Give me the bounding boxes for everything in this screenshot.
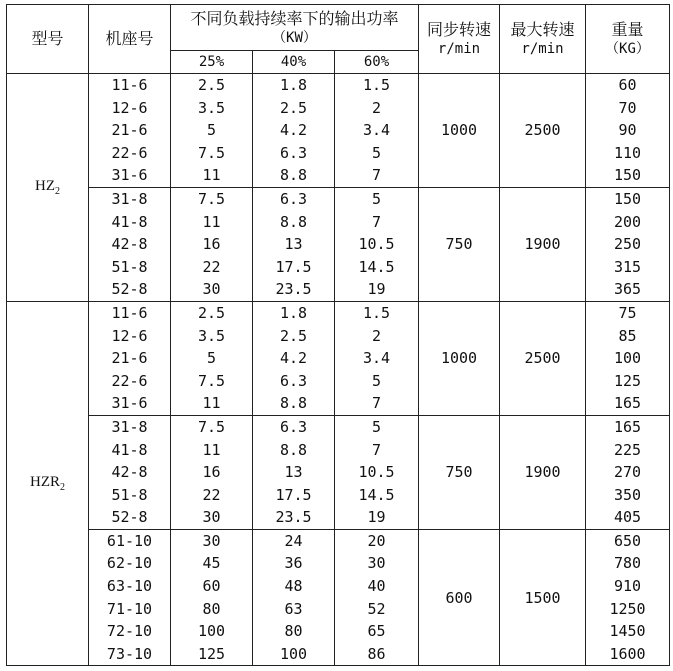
power-60-list-value: 14.5 [358, 257, 395, 276]
header-max-speed [500, 5, 586, 74]
frame-list-value: 21-6 [111, 121, 148, 140]
weight-list-value: 1250 [609, 599, 646, 618]
power-25-list [171, 187, 253, 301]
power-25-list-value: 7.5 [197, 143, 226, 162]
header-sync-speed-unit: r/min [437, 41, 481, 57]
weight-list [586, 301, 670, 415]
power-25-list-value: 100 [197, 622, 226, 641]
frame-list-value: 31-8 [111, 189, 148, 208]
power-60-list-value: 5 [371, 143, 382, 162]
sync-speed-cell: 1000 [419, 301, 500, 415]
power-40-list [253, 529, 335, 666]
power-40-list-value: 8.8 [279, 440, 308, 459]
table-row [7, 74, 670, 188]
power-60-list [335, 301, 419, 415]
motor-spec-table [6, 4, 670, 666]
power-25-list-value: 30 [202, 531, 221, 550]
power-25-list-value: 16 [202, 463, 221, 482]
power-60-list-value: 1.5 [362, 76, 391, 94]
power-25-list-value: 3.5 [197, 98, 226, 117]
weight-list-value: 90 [618, 121, 637, 140]
power-60-list-value: 2 [371, 326, 382, 345]
power-60-list-value: 3.4 [362, 121, 391, 140]
weight-list-value: 165 [613, 394, 642, 413]
power-25-list-value: 11 [202, 212, 221, 231]
header-output-power-unit: （KW） [272, 29, 317, 46]
weight-list-value: 910 [613, 577, 642, 596]
header-output-power-label: 不同负载持续率下的输出功率 [190, 8, 399, 28]
power-25-list [171, 301, 253, 415]
frame-list-value: 22-6 [111, 371, 148, 390]
power-40-list [253, 187, 335, 301]
max-speed-cell: 1500 [500, 529, 586, 666]
weight-list-value: 225 [613, 440, 642, 459]
weight-list-value: 250 [613, 235, 642, 254]
frame-list-value: 11-6 [111, 303, 148, 322]
power-40-list-value: 17.5 [275, 485, 312, 504]
power-60-list-value: 10.5 [358, 463, 395, 482]
table-row [7, 187, 670, 301]
max-speed-cell: 1900 [500, 415, 586, 529]
weight-list-value: 1450 [609, 622, 646, 641]
power-60-list-value: 5 [371, 417, 382, 436]
weight-list-value: 110 [613, 143, 642, 162]
header-output-power [171, 5, 419, 51]
header-duty-60: 60% [335, 51, 419, 74]
max-speed-cell: 2500 [500, 74, 586, 188]
power-25-list-value: 60 [202, 577, 221, 596]
power-60-list-value: 14.5 [358, 485, 395, 504]
frame-list-value: 72-10 [106, 622, 153, 641]
table-row [7, 415, 670, 529]
weight-list-value: 270 [613, 463, 642, 482]
power-40-list-value: 23.5 [275, 508, 312, 527]
weight-list-value: 150 [613, 189, 642, 208]
weight-list-value: 780 [613, 554, 642, 573]
power-40-list-value: 2.5 [279, 98, 308, 117]
power-60-list [335, 187, 419, 301]
frame-list [89, 529, 171, 666]
power-40-list-value: 8.8 [279, 166, 308, 185]
power-60-list [335, 74, 419, 188]
power-60-list-value: 20 [367, 531, 386, 550]
power-60-list-value: 7 [371, 166, 382, 185]
power-25-list-value: 5 [206, 349, 217, 368]
power-40-list-value: 1.8 [279, 76, 308, 94]
model-cell [7, 301, 89, 666]
weight-list-value: 85 [618, 326, 637, 345]
weight-list-value: 70 [618, 98, 637, 117]
header-model: 型号 [7, 5, 89, 74]
power-25-list-value: 80 [202, 599, 221, 618]
power-60-list-value: 19 [367, 280, 386, 299]
power-25-list-value: 7.5 [197, 417, 226, 436]
power-40-list-value: 23.5 [275, 280, 312, 299]
model-name: HZR [30, 474, 60, 491]
power-60-list-value: 7 [371, 440, 382, 459]
power-40-list [253, 74, 335, 188]
frame-list [89, 301, 171, 415]
power-25-list-value: 5 [206, 121, 217, 140]
power-25-list [171, 415, 253, 529]
header-sync-speed-label: 同步转速 [426, 20, 491, 39]
weight-list-value: 60 [618, 76, 637, 94]
power-25-list-value: 7.5 [197, 371, 226, 390]
power-25-list-value: 30 [202, 508, 221, 527]
power-40-list-value: 8.8 [279, 212, 308, 231]
power-25-list [171, 74, 253, 188]
header-sync-speed [419, 5, 500, 74]
weight-list-value: 350 [613, 485, 642, 504]
power-40-list-value: 63 [284, 599, 303, 618]
frame-list-value: 52-8 [111, 508, 148, 527]
table-row [7, 529, 670, 666]
frame-list-value: 41-8 [111, 212, 148, 231]
frame-list-value: 51-8 [111, 257, 148, 276]
power-40-list-value: 8.8 [279, 394, 308, 413]
power-60-list-value: 52 [367, 599, 386, 618]
frame-list-value: 41-8 [111, 440, 148, 459]
weight-list [586, 415, 670, 529]
max-speed-cell: 2500 [500, 301, 586, 415]
weight-list-value: 405 [613, 508, 642, 527]
header-max-speed-unit: r/min [521, 41, 564, 57]
weight-list-value: 650 [613, 531, 642, 550]
weight-list-value: 315 [613, 257, 642, 276]
frame-list-value: 31-6 [111, 394, 148, 413]
weight-list [586, 74, 670, 188]
header-weight [586, 5, 670, 74]
weight-list [586, 187, 670, 301]
power-40-list-value: 6.3 [279, 417, 308, 436]
frame-list-value: 31-8 [111, 417, 148, 436]
power-40-list-value: 13 [284, 463, 303, 482]
frame-list-value: 52-8 [111, 280, 148, 299]
power-40-list-value: 6.3 [279, 371, 308, 390]
power-25-list-value: 11 [202, 394, 221, 413]
table-row [7, 301, 670, 415]
power-25-list-value: 7.5 [197, 189, 226, 208]
sync-speed-cell: 750 [419, 187, 500, 301]
power-60-list-value: 19 [367, 508, 386, 527]
power-60-list-value: 65 [367, 622, 386, 641]
power-60-list-value: 5 [371, 189, 382, 208]
weight-list-value: 165 [613, 417, 642, 436]
power-40-list-value: 1.8 [279, 303, 308, 322]
weight-list-value: 150 [613, 166, 642, 185]
power-40-list-value: 4.2 [279, 349, 308, 368]
weight-list-value: 100 [613, 349, 642, 368]
frame-list-value: 42-8 [111, 235, 148, 254]
power-60-list-value: 40 [367, 577, 386, 596]
power-25-list-value: 2.5 [197, 76, 226, 94]
frame-list [89, 74, 171, 188]
power-40-list-value: 6.3 [279, 143, 308, 162]
header-weight-label: 重量 [611, 20, 644, 39]
weight-list-value: 365 [613, 280, 642, 299]
model-subscript: 2 [55, 185, 60, 197]
power-40-list-value: 6.3 [279, 189, 308, 208]
frame-list-value: 11-6 [111, 76, 148, 94]
power-40-list-value: 17.5 [275, 257, 312, 276]
power-40-list-value: 48 [284, 577, 303, 596]
frame-list [89, 187, 171, 301]
frame-list-value: 63-10 [106, 577, 153, 596]
power-60-list-value: 10.5 [358, 235, 395, 254]
power-25-list-value: 16 [202, 235, 221, 254]
power-40-list-value: 36 [284, 554, 303, 573]
power-40-list [253, 301, 335, 415]
frame-list-value: 31-6 [111, 166, 148, 185]
max-speed-cell: 1900 [500, 187, 586, 301]
frame-list-value: 71-10 [106, 599, 153, 618]
power-40-list-value: 4.2 [279, 121, 308, 140]
sync-speed-cell: 750 [419, 415, 500, 529]
power-25-list-value: 22 [202, 257, 221, 276]
power-60-list-value: 5 [371, 371, 382, 390]
model-subscript: 2 [60, 482, 65, 494]
power-25-list-value: 3.5 [197, 326, 226, 345]
power-60-list-value: 7 [371, 394, 382, 413]
frame-list-value: 22-6 [111, 143, 148, 162]
header-max-speed-label: 最大转速 [510, 20, 575, 39]
weight-list-value: 200 [613, 212, 642, 231]
power-60-list-value: 2 [371, 98, 382, 117]
frame-list-value: 12-6 [111, 326, 148, 345]
frame-list-value: 51-8 [111, 485, 148, 504]
power-25-list-value: 125 [197, 644, 226, 663]
weight-list-value: 1600 [609, 644, 646, 663]
power-25-list-value: 2.5 [197, 303, 226, 322]
sync-speed-cell: 600 [419, 529, 500, 666]
power-40-list-value: 13 [284, 235, 303, 254]
power-40-list [253, 415, 335, 529]
frame-list [89, 415, 171, 529]
power-60-list-value: 7 [371, 212, 382, 231]
frame-list-value: 62-10 [106, 554, 153, 573]
header-weight-unit: （KG） [605, 41, 650, 57]
power-40-list-value: 2.5 [279, 326, 308, 345]
frame-list-value: 42-8 [111, 463, 148, 482]
weight-list [586, 529, 670, 666]
power-40-list-value: 80 [284, 622, 303, 641]
table-body [7, 74, 670, 666]
power-40-list-value: 100 [279, 644, 308, 663]
power-60-list [335, 529, 419, 666]
model-name: HZ [35, 177, 55, 194]
power-60-list-value: 30 [367, 554, 386, 573]
power-60-list-value: 3.4 [362, 349, 391, 368]
frame-list-value: 21-6 [111, 349, 148, 368]
power-25-list [171, 529, 253, 666]
power-25-list-value: 22 [202, 485, 221, 504]
power-60-list [335, 415, 419, 529]
power-60-list-value: 86 [367, 644, 386, 663]
model-cell [7, 74, 89, 302]
frame-list-value: 61-10 [106, 531, 153, 550]
power-25-list-value: 11 [202, 440, 221, 459]
header-frame: 机座号 [89, 5, 171, 74]
frame-list-value: 12-6 [111, 98, 148, 117]
power-25-list-value: 11 [202, 166, 221, 185]
power-25-list-value: 30 [202, 280, 221, 299]
power-60-list-value: 1.5 [362, 303, 391, 322]
frame-list-value: 73-10 [106, 644, 153, 663]
power-25-list-value: 45 [202, 554, 221, 573]
weight-list-value: 75 [618, 303, 637, 322]
header-duty-25: 25% [171, 51, 253, 74]
header-duty-40: 40% [253, 51, 335, 74]
sync-speed-cell: 1000 [419, 74, 500, 188]
weight-list-value: 125 [613, 371, 642, 390]
power-40-list-value: 24 [284, 531, 303, 550]
